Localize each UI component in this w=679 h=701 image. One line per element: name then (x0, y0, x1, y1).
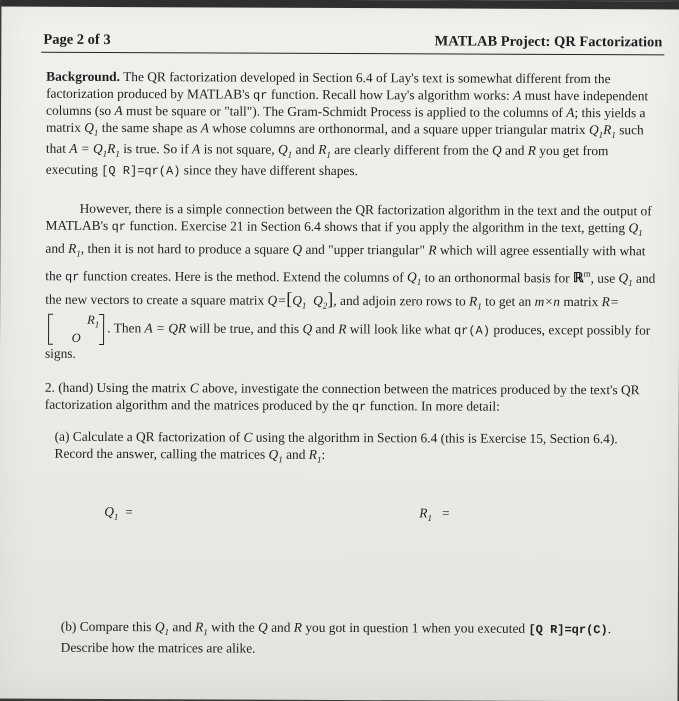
text: above, investigate the connection between the matrices produced by the text's QR factorization algorithm and the matrices produced by the (44, 380, 640, 413)
background-lead: Background. (46, 68, 121, 85)
var-A: A (192, 141, 201, 157)
connection-paragraph (45, 200, 659, 365)
text: : (321, 446, 326, 462)
code-qr: qr (253, 88, 268, 103)
equation-Q-block: $Q=[Q_1$ $Q_2$] (267, 288, 334, 311)
var-R: R (527, 142, 536, 158)
var-C: C (243, 429, 253, 445)
question-2 (45, 380, 658, 417)
text: which will agree essentially with what the (45, 242, 646, 283)
equation-A-QR: A = QR (144, 320, 187, 336)
code-qr-A: [Q R]=qr(A) (101, 164, 181, 179)
text: and (172, 619, 192, 635)
var-Q1: $Q_1$ (154, 619, 170, 637)
text: using the algorithm in Section 6.4 (this is Exercise 15, Section 6.4). Record the answer, calling the matrices (54, 429, 618, 462)
text: is not square, (203, 141, 275, 157)
var-R1: $R_1$ (68, 241, 81, 260)
text: However, there is a simple connection between the QR factorization algorithm in the text and the output of MATLAB's (45, 200, 652, 234)
text: and the new vectors to create a square matrix (45, 270, 656, 308)
text: (b) Compare this (60, 618, 152, 635)
code-qr: qr (65, 269, 80, 284)
real-space-Rm: ℝ$^m$ (572, 268, 591, 286)
var-Q: Q (492, 142, 502, 158)
header-rule (41, 52, 664, 56)
text: and (45, 241, 65, 257)
var-Q: Q (258, 619, 268, 635)
text: produces, except possibly for signs. (44, 322, 651, 361)
text: is true. So if (123, 141, 189, 157)
question-2b (61, 619, 656, 659)
var-Q1: $Q_1$ (407, 269, 422, 288)
answer-Q1-label: $Q_1$ = (104, 503, 133, 522)
text: and (315, 321, 335, 337)
photo-top-edge (1, 0, 679, 9)
code-qr: qr (111, 220, 127, 235)
background-paragraph (46, 69, 659, 183)
var-R1: $R_1$ (469, 293, 482, 312)
text: and "upper triangular" (305, 242, 426, 258)
text: since they have different shapes. (183, 162, 358, 179)
text: to an orthonormal basis for (424, 269, 570, 286)
text: must be square or "tall"). The Gram-Schmidt Process is applied to the columns of (126, 103, 563, 121)
code-qr: qr (351, 399, 367, 414)
block-matrix-R1-O: $R_1$ O (48, 314, 104, 345)
var-Q1: $Q_1$ (268, 446, 283, 465)
var-R1: $R_1$ (318, 141, 331, 160)
text: to get an (485, 293, 532, 309)
var-Q1: $Q_1$ (628, 220, 643, 239)
text: function. In more detail: (369, 397, 500, 414)
text: function creates. Here is the method. Extend the columns of (82, 267, 404, 285)
text: you got in question 1 when you executed (305, 619, 526, 636)
code-qr-C: [Q R]=qr(C) (528, 622, 608, 638)
var-Q1: $Q_1$ (277, 141, 293, 160)
question-2a (54, 429, 654, 469)
text: and (286, 446, 306, 462)
var-R1: $R_1$ (195, 619, 208, 638)
text: The QR factorization developed in Section 6.4 of Lay's text is somewhat different from the factorization produced by MATLAB's (46, 69, 611, 102)
text: function. Recall how Lay's algorithm works: (270, 86, 510, 103)
var-Q1: $Q_1$ (84, 119, 99, 138)
text: will look like what (349, 321, 451, 338)
document-title: MATLAB Project: QR Factorization (434, 33, 663, 51)
var-Q1R1: $Q_1R_1$ (588, 121, 616, 140)
text: ; this yields a matrix (45, 105, 646, 135)
var-R: R (293, 619, 303, 635)
var-A: A (200, 120, 209, 136)
text: are clearly different from the (334, 142, 489, 158)
text: matrix (563, 294, 599, 310)
var-Q: Q (302, 321, 313, 337)
var-Q1: $Q_1$ (618, 270, 633, 288)
text: , use (590, 270, 616, 286)
equation-A-Q1R1: $A = Q_1R_1$ (69, 140, 120, 159)
text: will be true, and this (189, 320, 300, 337)
text: whose columns are orthonormal, and a square upper triangular matrix (212, 120, 586, 137)
var-Q: Q (292, 242, 303, 258)
text: (a) Calculate a QR factorization of (54, 428, 241, 445)
var-R: R (338, 321, 347, 337)
answer-R1-label: $R_1$ = (419, 505, 450, 524)
text: must have independent columns (so (46, 87, 649, 119)
var-C: C (189, 380, 199, 396)
text: , then it is not hard to produce a square (80, 241, 290, 258)
var-A: A (114, 103, 123, 119)
code-qr-A: qr(A) (453, 324, 491, 339)
text: with the (211, 619, 255, 635)
var-A: A (513, 87, 522, 103)
text: 2. (hand) Using the matrix (44, 379, 187, 396)
var-mxn: m×n (534, 293, 561, 310)
text: you get from executing (45, 142, 609, 178)
text: , and adjoin zero rows to (333, 293, 466, 309)
text: such that (45, 121, 644, 156)
text: and (295, 141, 315, 157)
text: function. Exercise 21 in Section 6.4 shows that if you apply the algorithm in the text, getting (129, 218, 626, 236)
text: the same shape as (101, 119, 198, 136)
var-A: A (566, 105, 575, 121)
equation-R: R= (601, 294, 619, 310)
text: and (271, 619, 291, 635)
text: . Describe how the matrices are alike. (60, 621, 612, 656)
var-R1: $R_1$ (308, 446, 322, 465)
page-number: Page 2 of 3 (43, 31, 111, 48)
text: . Then (107, 320, 142, 336)
var-R: R (428, 242, 437, 258)
text: and (505, 142, 525, 158)
